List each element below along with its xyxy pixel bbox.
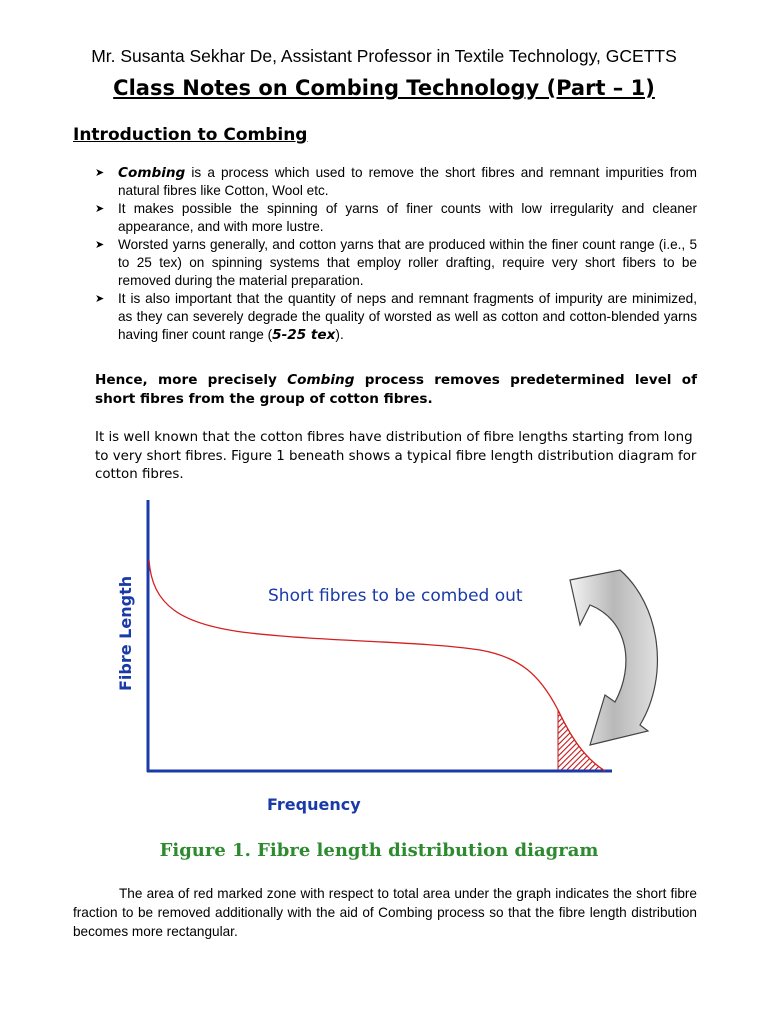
bullet-emphasis: 5-25 tex: [272, 327, 336, 343]
arrow-bullet-icon: ➤: [95, 293, 105, 305]
intro-paragraph: It is well known that the cotton fibres have distribution of fibre lengths starting from long to very short fibres. Figure 1 beneath shows a typical fibre length distribution diagram for cotton fibres.: [95, 430, 697, 482]
y-axis-label: Fibre Length: [116, 575, 135, 691]
author-line: Mr. Susanta Sekhar De, Assistant Professor in Textile Technology, GCETTS: [91, 46, 677, 66]
list-item: [95, 200, 697, 236]
fibre-length-diagram: [100, 495, 680, 825]
section-heading: Introduction to Combing: [73, 125, 308, 145]
bullet-text: It makes possible the spinning of yarns of finer counts with low irregularity and cleaner appearance, and with more lustre.: [118, 201, 697, 234]
bullet-tail: ).: [335, 327, 344, 342]
summary-post: process removes predetermined level of short fibres from the group of cotton fibres.: [95, 372, 697, 407]
bullet-text: is a process which used to remove the short fibres and remnant impurities from natural fibres like Cotton, Wool etc.: [118, 165, 697, 198]
arrow-bullet-icon: ➤: [95, 203, 105, 215]
page-title: Class Notes on Combing Technology (Part – 1): [113, 76, 655, 100]
annotation-label: Short fibres to be combed out: [268, 586, 523, 606]
list-item: [95, 164, 697, 200]
bullet-text: It is also important that the quantity of neps and remnant fragments of impurity are minimized, as they can severely degrade the quality of worsted as well as cotton and cotton-blended yarns having finer count range (: [118, 291, 697, 342]
figure-caption: Figure 1. Fibre length distribution diagram: [159, 840, 599, 861]
bullet-text: Worsted yarns generally, and cotton yarns that are produced within the finer count range (i.e., 5 to 25 tex) on spinning systems that employ roller drafting, require very short fibers to be removed during the material preparation.: [118, 237, 697, 288]
arrow-bullet-icon: ➤: [95, 167, 105, 179]
x-axis-label: Frequency: [267, 795, 361, 814]
bold-summary-paragraph: [95, 371, 697, 408]
bullet-lead-term: Combing: [118, 165, 186, 181]
list-item: [95, 236, 697, 290]
summary-emphasis: Combing: [287, 372, 355, 388]
list-item: [95, 290, 697, 344]
curved-arrow-icon: [570, 570, 657, 745]
arrow-bullet-icon: ➤: [95, 239, 105, 251]
bullet-list: [95, 164, 697, 344]
closing-paragraph: The area of red marked zone with respect to total area under the graph indicates the short fibre fraction to be removed additionally with the aid of Combing process so that the fibre length distribution becomes more rectangular.: [73, 886, 697, 939]
summary-pre: Hence, more precisely: [95, 372, 288, 388]
